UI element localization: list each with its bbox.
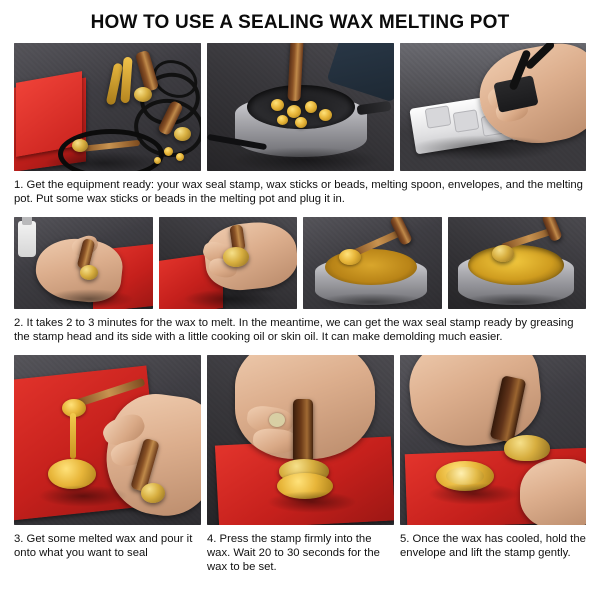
captions-steps-3-5 bbox=[14, 532, 586, 575]
photo-step1-pot-with-beads bbox=[207, 43, 394, 171]
steps-3-5-photos bbox=[14, 355, 586, 525]
step-2-photos bbox=[14, 217, 586, 309]
step-1-photos bbox=[14, 43, 586, 171]
photo-step2-spoon-with-wax bbox=[303, 217, 442, 309]
caption-step-3: 3. Get some melted wax and pour it onto what you want to seal bbox=[14, 532, 193, 560]
photo-step3-pour-wax bbox=[14, 355, 201, 525]
photo-step5-lift-stamp bbox=[400, 355, 586, 525]
photo-step4-press-stamp bbox=[207, 355, 394, 525]
photo-step2-grease-stamp bbox=[159, 217, 298, 309]
photo-step2-melted-wax-in-pot bbox=[448, 217, 587, 309]
caption-step-1: 1. Get the equipment ready: your wax seal stamp, wax sticks or beads, melting spoon, envelopes, and the melting pot. Put some wax sticks or beads in the melting pot and plug it in. bbox=[14, 179, 583, 206]
caption-step-5: 5. Once the wax has cooled, hold the envelope and lift the stamp gently. bbox=[400, 532, 586, 560]
photo-step1-plug-in bbox=[400, 43, 586, 171]
caption-step-4: 4. Press the stamp firmly into the wax. Wait 20 to 30 seconds for the wax to be set. bbox=[207, 532, 380, 574]
photo-step2-stamp-and-oil bbox=[14, 217, 153, 309]
photo-step1-equipment bbox=[14, 43, 201, 171]
page-title: HOW TO USE A SEALING WAX MELTING POT bbox=[90, 12, 510, 33]
caption-step-2: 2. It takes 2 to 3 minutes for the wax to melt. In the meantime, we can get the wax seal stamp ready by greasing the stamp head and its side with a little cooking oil or skin oil. It can make demolding much easier. bbox=[14, 316, 574, 344]
